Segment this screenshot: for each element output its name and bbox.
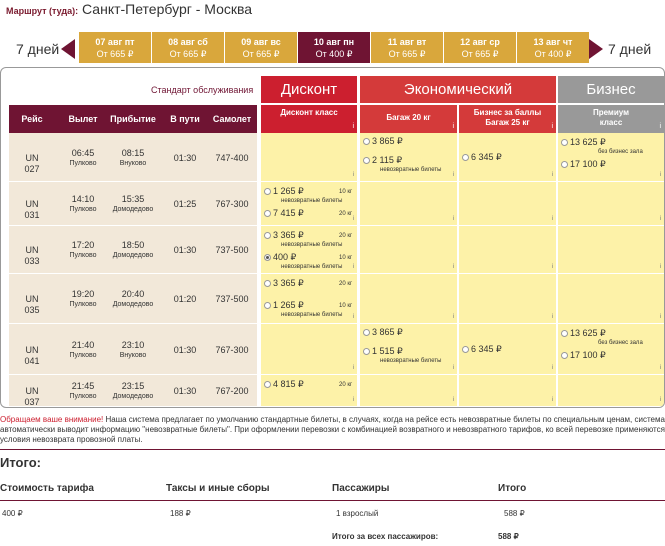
fare-option[interactable]: [561, 159, 606, 170]
fare-option[interactable]: [363, 346, 403, 357]
fare-option[interactable]: [264, 252, 296, 263]
radio-button[interactable]: [264, 210, 271, 217]
col-aircraft: Самолет: [212, 114, 252, 124]
flight-number: UN 035: [24, 294, 40, 315]
fare-price: 17 100 ₽: [570, 350, 606, 360]
radio-button[interactable]: [264, 302, 271, 309]
taxes-header: Таксы и иные сборы: [166, 483, 270, 494]
flight-row: [9, 375, 257, 407]
arrival-airport: Домодедово: [112, 393, 154, 400]
fare-option[interactable]: [264, 186, 304, 197]
fare-option[interactable]: [264, 300, 304, 311]
discount-cell: [261, 324, 357, 375]
baggage-allowance: 10 кг: [339, 255, 353, 261]
info-icon[interactable]: i: [659, 123, 661, 130]
flight-number: UN 041: [24, 345, 40, 366]
fare-note: без бизнес зала: [598, 149, 643, 155]
flight-number: UN 033: [24, 245, 40, 266]
baggage-allowance: 20 кг: [339, 382, 353, 388]
fare-price: 3 865 ₽: [372, 136, 403, 146]
economy-bag-cell: [360, 274, 457, 324]
col-arrival: Прибытие: [110, 114, 156, 124]
date-label: 08 авг сб: [168, 37, 208, 47]
route-line: [6, 1, 252, 17]
radio-button[interactable]: [264, 381, 271, 388]
departure: [65, 340, 101, 360]
departure-airport: Пулково: [69, 352, 97, 359]
flight-number: UN 037: [24, 386, 40, 407]
flight-duration: 01:30: [173, 245, 197, 255]
baggage-allowance: 10 кг: [339, 189, 353, 195]
info-icon[interactable]: i: [352, 397, 354, 403]
fare-header: Стоимость тарифа: [0, 483, 94, 494]
subclass-premium-label: Премиум класс: [592, 108, 630, 127]
economy-bag-cell: [360, 375, 457, 407]
departure: [65, 240, 101, 260]
flight-duration: 01:30: [173, 345, 197, 355]
date-price: От 665 ₽: [388, 49, 426, 59]
arrival: [107, 381, 159, 401]
flight-number: UN 027: [24, 153, 40, 174]
class-business-header: Бизнес: [558, 76, 664, 103]
info-icon[interactable]: i: [659, 172, 661, 178]
baggage-allowance: 20 кг: [339, 211, 353, 217]
arrival: [107, 289, 159, 309]
date-tab[interactable]: [298, 32, 370, 63]
date-label: 11 авг вт: [387, 37, 427, 47]
info-icon[interactable]: i: [352, 365, 354, 371]
fare-option[interactable]: [561, 350, 606, 361]
departure-time: 21:40: [71, 340, 95, 350]
subclass-discount: [261, 105, 357, 133]
flight-row: [9, 324, 257, 375]
info-icon[interactable]: i: [352, 264, 354, 270]
departure-airport: Пулково: [69, 160, 97, 167]
info-icon[interactable]: i: [452, 397, 454, 403]
fare-option[interactable]: [363, 155, 402, 166]
info-icon[interactable]: i: [352, 123, 354, 130]
departure-time: 14:10: [71, 194, 95, 204]
date-tab[interactable]: [371, 32, 443, 63]
departure: [65, 148, 101, 168]
info-icon[interactable]: i: [659, 397, 661, 403]
fare-note: невозвратные билеты: [281, 312, 343, 318]
fare-option[interactable]: [264, 230, 304, 241]
arrival: [107, 340, 159, 360]
baggage-allowance: 20 кг: [339, 281, 353, 287]
fare-price: 17 100 ₽: [570, 159, 606, 169]
taxes-value: 188 ₽: [170, 509, 191, 518]
baggage-allowance: 20 кг: [339, 233, 353, 239]
date-label: 07 авг пт: [95, 37, 135, 47]
info-icon[interactable]: i: [551, 172, 553, 178]
radio-button[interactable]: [264, 188, 271, 195]
subclass-eco-points-label: Бизнес за баллы Багаж 25 кг: [473, 108, 542, 127]
arrival-time: 20:40: [121, 289, 145, 299]
arrival-time: 15:35: [121, 194, 145, 204]
fare-option[interactable]: [462, 152, 502, 163]
date-price: От 665 ₽: [169, 49, 207, 59]
next-week-link[interactable]: 7 дней: [608, 41, 652, 57]
arrival-airport: Внуково: [119, 160, 147, 167]
info-icon[interactable]: i: [659, 216, 661, 222]
fare-price: 1 265 ₽: [273, 186, 304, 196]
info-icon[interactable]: i: [551, 365, 553, 371]
economy-points-cell: [459, 133, 556, 182]
flight-duration: 01:30: [173, 386, 197, 396]
fare-price: 13 625 ₽: [570, 328, 606, 338]
fare-price: 3 365 ₽: [273, 230, 304, 240]
premium-cell: [558, 375, 664, 407]
info-icon[interactable]: i: [352, 172, 354, 178]
aircraft: 767-300: [215, 199, 249, 209]
fare-option[interactable]: [264, 379, 304, 390]
subclass-eco-bag: [360, 105, 457, 133]
radio-button[interactable]: [462, 154, 469, 161]
info-icon[interactable]: i: [452, 264, 454, 270]
next-week-arrow-icon[interactable]: [589, 39, 603, 59]
radio-button[interactable]: [264, 232, 271, 239]
info-icon[interactable]: i: [452, 172, 454, 178]
fare-value: 400 ₽: [2, 509, 23, 518]
date-label: 09 авг вс: [241, 37, 281, 47]
fare-note: невозвратные билеты: [281, 198, 343, 204]
fare-note: невозвратные билеты: [380, 358, 442, 364]
economy-points-cell: [459, 226, 556, 274]
col-departure: Вылет: [68, 114, 98, 124]
fare-option[interactable]: [561, 328, 606, 339]
fare-option[interactable]: [561, 137, 606, 148]
arrival-time: 23:15: [121, 381, 145, 391]
economy-bag-cell: [360, 133, 457, 182]
arrival: [107, 240, 159, 260]
economy-points-cell: [459, 274, 556, 324]
info-icon[interactable]: i: [659, 365, 661, 371]
date-tab[interactable]: [152, 32, 224, 63]
arrival: [107, 148, 159, 168]
info-icon[interactable]: i: [452, 314, 454, 320]
date-label: 10 авг пн: [313, 37, 355, 47]
departure-time: 06:45: [71, 148, 95, 158]
info-icon[interactable]: i: [659, 314, 661, 320]
grand-total-value: 588 ₽: [498, 532, 519, 541]
radio-button[interactable]: [363, 138, 370, 145]
info-icon[interactable]: i: [452, 123, 454, 130]
discount-cell: [261, 274, 357, 324]
fare-price: 13 625 ₽: [570, 137, 606, 147]
fare-price: 6 345 ₽: [471, 344, 502, 354]
premium-cell: [558, 226, 664, 274]
departure-time: 21:45: [71, 381, 95, 391]
departure-time: 17:20: [71, 240, 95, 250]
radio-button[interactable]: [264, 280, 271, 287]
aircraft: 747-400: [215, 153, 249, 163]
economy-bag-cell: [360, 226, 457, 274]
arrival-time: 18:50: [121, 240, 145, 250]
fare-price: 4 815 ₽: [273, 379, 304, 389]
total-value: 588 ₽: [504, 509, 525, 518]
economy-bag-cell: [360, 182, 457, 226]
fare-option[interactable]: [264, 208, 304, 219]
flight-duration: 01:25: [173, 199, 197, 209]
baggage-allowance: 10 кг: [339, 303, 353, 309]
info-icon[interactable]: i: [352, 314, 354, 320]
date-tab[interactable]: [79, 32, 151, 63]
fare-price: 2 115 ₽: [372, 155, 403, 165]
info-icon[interactable]: i: [551, 123, 553, 130]
radio-button[interactable]: [363, 157, 370, 164]
discount-cell: [261, 226, 357, 274]
info-icon[interactable]: i: [659, 264, 661, 270]
radio-button[interactable]: [561, 139, 568, 146]
departure: [65, 194, 101, 214]
info-icon[interactable]: i: [551, 397, 553, 403]
fare-price: 6 345 ₽: [471, 152, 502, 162]
date-price: От 400 ₽: [315, 49, 353, 59]
arrival-time: 23:10: [121, 340, 145, 350]
passengers-value: 1 взрослый: [336, 509, 379, 518]
class-economy-header: Экономический: [360, 76, 556, 103]
economy-bag-cell: [360, 324, 457, 375]
premium-cell: [558, 324, 664, 375]
notice-warning: Обращаем ваше внимание!: [0, 415, 104, 424]
fare-price: 3 365 ₽: [273, 278, 304, 288]
prev-week-link[interactable]: 7 дней: [16, 41, 60, 57]
departure-airport: Пулково: [69, 206, 97, 213]
fare-option[interactable]: [462, 344, 502, 355]
departure-time: 19:20: [71, 289, 95, 299]
radio-button[interactable]: [363, 329, 370, 336]
flight-row: [9, 274, 257, 324]
fare-price: 1 265 ₽: [273, 300, 304, 310]
aircraft: 767-300: [215, 345, 249, 355]
flight-number: UN 031: [24, 199, 40, 220]
fare-option[interactable]: [264, 278, 304, 289]
info-icon[interactable]: i: [551, 216, 553, 222]
subclass-eco-points: [459, 105, 556, 133]
flight-row: [9, 133, 257, 182]
col-flight: Рейс: [21, 114, 43, 124]
fare-note: невозвратные билеты: [281, 264, 343, 270]
discount-cell: [261, 182, 357, 226]
departure-airport: Пулково: [69, 393, 97, 400]
info-icon[interactable]: i: [352, 216, 354, 222]
subclass-premium: [558, 105, 664, 133]
info-icon[interactable]: i: [551, 264, 553, 270]
totals-divider: [0, 500, 665, 501]
arrival-time: 08:15: [121, 148, 145, 158]
fare-price: 400 ₽: [273, 252, 297, 262]
radio-button[interactable]: [561, 330, 568, 337]
flight-row: [9, 182, 257, 226]
subclass-discount-label: Дисконт класс: [280, 108, 338, 117]
date-tab[interactable]: [444, 32, 516, 63]
departure: [65, 381, 101, 401]
fare-price: 1 515 ₽: [372, 346, 403, 356]
fare-price: 3 865 ₽: [372, 327, 403, 337]
info-icon[interactable]: i: [452, 365, 454, 371]
notice: [0, 415, 665, 445]
columns-header: [9, 105, 257, 133]
flights-panel: [0, 67, 665, 408]
route-value: Санкт-Петербург - Москва: [82, 1, 253, 17]
fare-note: невозвратные билеты: [380, 167, 442, 173]
prev-week-arrow-icon[interactable]: [61, 39, 75, 59]
flight-duration: 01:30: [173, 153, 197, 163]
col-duration: В пути: [170, 114, 200, 124]
date-label: 13 авг чт: [533, 37, 573, 47]
aircraft: 737-500: [215, 294, 249, 304]
economy-points-cell: [459, 375, 556, 407]
date-label: 12 авг ср: [460, 37, 500, 47]
flight-row: [9, 226, 257, 274]
discount-cell: [261, 375, 357, 407]
departure-airport: Пулково: [69, 252, 97, 259]
date-price: От 665 ₽: [242, 49, 280, 59]
arrival-airport: Домодедово: [112, 206, 154, 213]
service-standard-label: Стандарт обслуживания: [151, 85, 254, 95]
info-icon[interactable]: i: [452, 216, 454, 222]
arrival-airport: Домодедово: [112, 252, 154, 259]
departure-airport: Пулково: [69, 301, 97, 308]
fare-option[interactable]: [363, 136, 403, 147]
fare-option[interactable]: [363, 327, 403, 338]
premium-cell: [558, 133, 664, 182]
radio-button[interactable]: [462, 346, 469, 353]
date-price: От 400 ₽: [534, 49, 572, 59]
flight-duration: 01:20: [173, 294, 197, 304]
radio-button[interactable]: [264, 254, 271, 261]
radio-button[interactable]: [561, 352, 568, 359]
divider: [0, 449, 665, 450]
total-header: Итого: [498, 483, 527, 494]
date-price: От 665 ₽: [96, 49, 134, 59]
premium-cell: [558, 274, 664, 324]
radio-button[interactable]: [363, 348, 370, 355]
class-discount-header: Дисконт: [261, 76, 357, 103]
aircraft: 767-200: [215, 386, 249, 396]
fare-note: невозвратные билеты: [281, 242, 343, 248]
date-tab[interactable]: [517, 32, 589, 63]
fare-price: 7 415 ₽: [273, 208, 304, 218]
departure: [65, 289, 101, 309]
arrival-airport: Внуково: [119, 352, 147, 359]
premium-cell: [558, 182, 664, 226]
economy-points-cell: [459, 324, 556, 375]
subclass-eco-bag-label: Багаж 20 кг: [386, 113, 431, 122]
date-tab[interactable]: [225, 32, 297, 63]
totals-title: Итого:: [0, 455, 41, 470]
fare-note: без бизнес зала: [598, 340, 643, 346]
date-selector: [79, 32, 590, 63]
route-label: Маршрут (туда):: [6, 6, 79, 16]
date-price: От 665 ₽: [461, 49, 499, 59]
arrival-airport: Домодедово: [112, 301, 154, 308]
notice-text: Наша система предлагает по умолчанию стандартные билеты, в случаях, когда на рейсе есть невозвратные билеты по специальным ценам, система автоматически выводит информацию "невозвратные билеты". При оформлении перевозки с комбинацией возвратного и невозвратного тарифов, ко всей перевозке применяются условия невозврата провозной платы.: [0, 415, 665, 444]
arrival: [107, 194, 159, 214]
aircraft: 737-500: [215, 245, 249, 255]
radio-button[interactable]: [561, 161, 568, 168]
economy-points-cell: [459, 182, 556, 226]
grand-total-label: Итого за всех пассажиров:: [332, 532, 439, 541]
passengers-header: Пассажиры: [332, 483, 390, 494]
info-icon[interactable]: i: [551, 314, 553, 320]
discount-cell: [261, 133, 357, 182]
